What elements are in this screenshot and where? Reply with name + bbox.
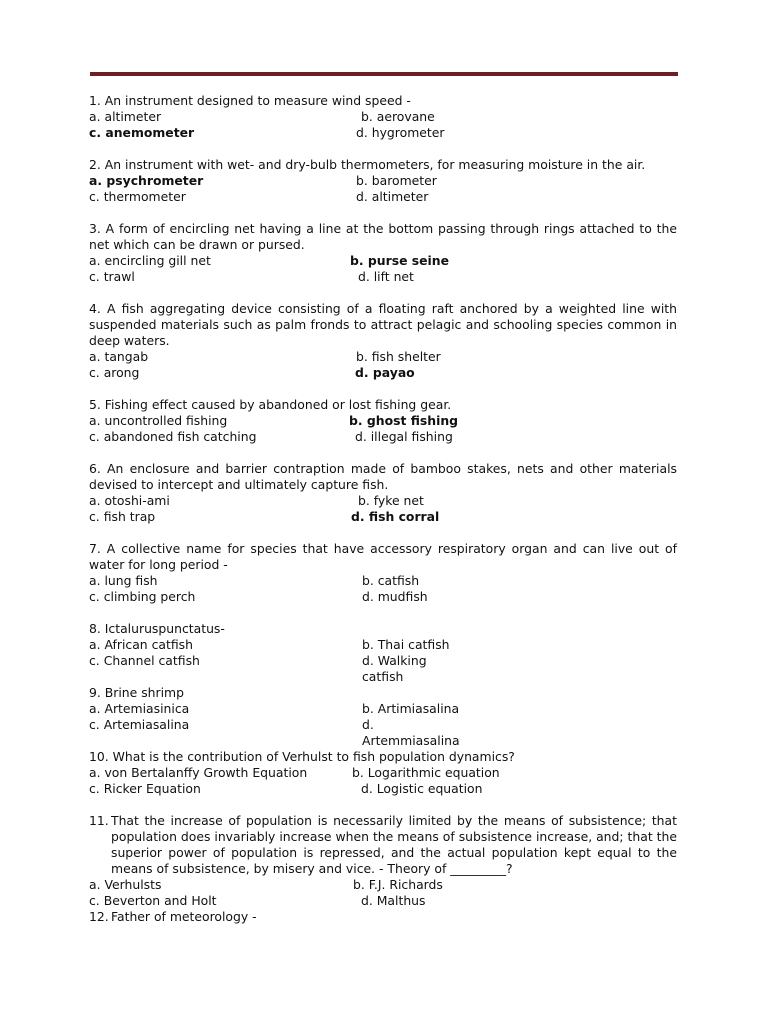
question-stem: 3. A form of encircling net having a line at the bottom passing through rings attached to the net which can be drawn or pursed. <box>89 221 677 252</box>
question-3 <box>89 221 677 285</box>
option-b: b. fyke net <box>358 493 424 508</box>
option-d-letter: d. <box>362 717 374 732</box>
question-6 <box>89 461 677 525</box>
option-b: b. F.J. Richards <box>353 877 443 892</box>
option-b: b. fish shelter <box>356 349 441 364</box>
question-stem: Father of meteorology - <box>111 909 257 924</box>
option-b: b. Artimiasalina <box>362 701 460 716</box>
question-stem: 10. What is the contribution of Verhulst to fish population dynamics? <box>89 749 515 764</box>
option-a: a. uncontrolled fishing <box>89 413 228 428</box>
option-a: a. tangab <box>89 349 149 364</box>
option-b: b. aerovane <box>361 109 435 124</box>
option-a: a. altimeter <box>89 109 162 124</box>
option-a: a. encircling gill net <box>89 253 211 268</box>
question-number: 12. <box>89 909 109 924</box>
question-7 <box>89 541 677 605</box>
question-8 <box>89 621 677 685</box>
question-stem: 9. Brine shrimp <box>89 685 184 700</box>
option-b-answer: b. ghost fishing <box>349 413 459 428</box>
option-d: d. hygrometer <box>356 125 445 140</box>
question-stem: 8. Ictaluruspunctatus- <box>89 621 225 636</box>
option-b-answer: b. purse seine <box>350 253 450 268</box>
option-d: d. Malthus <box>361 893 426 908</box>
option-a: a. lung fish <box>89 573 158 588</box>
option-a: a. otoshi-ami <box>89 493 170 508</box>
option-b: b. catfish <box>362 573 420 588</box>
option-d: d. lift net <box>358 269 414 284</box>
question-11 <box>89 813 677 909</box>
question-9 <box>89 685 677 749</box>
option-c: c. thermometer <box>89 189 186 204</box>
option-d: Artemmiasalina <box>362 733 460 748</box>
question-stem: 2. An instrument with wet- and dry-bulb thermometers, for measuring moisture in the air. <box>89 157 646 172</box>
option-d-answer: d. payao <box>355 365 415 380</box>
option-d: d. illegal fishing <box>355 429 453 444</box>
quiz-content <box>89 93 677 925</box>
question-stem: 1. An instrument designed to measure wind speed - <box>89 93 411 108</box>
option-d-answer: d. fish corral <box>351 509 440 524</box>
option-c-answer: c. anemometer <box>89 125 195 140</box>
option-b: b. barometer <box>356 173 437 188</box>
option-c: c. Ricker Equation <box>89 781 201 796</box>
question-stem: 5. Fishing effect caused by abandoned or lost fishing gear. <box>89 397 452 412</box>
option-b: b. Thai catfish <box>362 637 450 652</box>
option-a: a. von Bertalanffy Growth Equation <box>89 765 308 780</box>
question-stem: 6. An enclosure and barrier contraption made of bamboo stakes, nets and other materials devised to intercept and ultimately capture fish. <box>89 461 677 492</box>
option-d: d. mudfish <box>362 589 428 604</box>
option-d: d. Walking catfish <box>362 653 427 684</box>
question-2 <box>89 157 677 205</box>
option-c: c. arong <box>89 365 140 380</box>
question-stem: 4. A fish aggregating device consisting of a floating raft anchored by a weighted line with suspended materials such as palm fronds to attract pelagic and schooling species common in deep waters. <box>89 301 677 348</box>
option-c: c. fish trap <box>89 509 156 524</box>
header-rule <box>90 72 678 76</box>
option-c: c. climbing perch <box>89 589 196 604</box>
question-stem: That the increase of population is necessarily limited by the means of subsistence; that population does invariably increase when the means of subsistence increase, and; that the superior power of population is repressed, and the actual population kept equal to the means of subsistence, by misery and vice. - Theory of _________? <box>111 813 677 876</box>
option-c: c. Artemiasalina <box>89 717 190 732</box>
question-5 <box>89 397 677 445</box>
option-c: c. trawl <box>89 269 135 284</box>
option-a-answer: a. psychrometer <box>89 173 204 188</box>
question-1 <box>89 93 677 141</box>
option-b: b. Logarithmic equation <box>352 765 500 780</box>
option-a: a. Verhulsts <box>89 877 162 892</box>
option-d: d. Logistic equation <box>361 781 483 796</box>
option-a: a. African catfish <box>89 637 193 652</box>
question-4 <box>89 301 677 381</box>
question-12 <box>89 909 677 925</box>
option-a: a. Artemiasinica <box>89 701 190 716</box>
option-d: d. altimeter <box>356 189 429 204</box>
option-c: c. abandoned fish catching <box>89 429 257 444</box>
option-c: c. Beverton and Holt <box>89 893 217 908</box>
question-number: 11. <box>89 813 109 828</box>
question-stem: 7. A collective name for species that have accessory respiratory organ and can live out of water for long period - <box>89 541 677 572</box>
question-10 <box>89 749 677 797</box>
option-c: c. Channel catfish <box>89 653 200 668</box>
